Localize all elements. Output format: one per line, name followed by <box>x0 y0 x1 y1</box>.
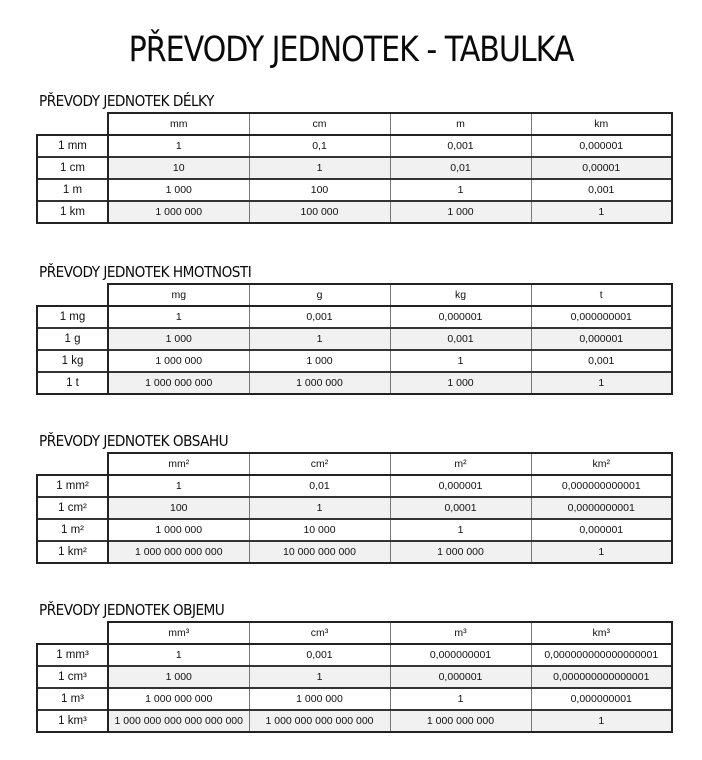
corner-cell <box>37 284 108 306</box>
section-title: PŘEVODY JEDNOTEK DÉLKY <box>39 92 214 110</box>
table-cell: 0,000001 <box>531 135 672 157</box>
row-label: 1 m² <box>37 519 108 541</box>
table-cell: 1 <box>390 179 531 201</box>
table-row <box>37 135 672 157</box>
section-title: PŘEVODY JEDNOTEK OBJEMU <box>39 601 225 619</box>
row-label: 1 mm² <box>37 475 108 497</box>
table-cell: 1 <box>108 644 249 666</box>
table-cell: 1 <box>249 157 390 179</box>
table-cell: 1 <box>531 372 672 394</box>
table-cell: 0,1 <box>249 135 390 157</box>
table-cell: 0,001 <box>249 644 390 666</box>
table-cell: 1 <box>108 306 249 328</box>
table-row <box>37 519 672 541</box>
table-cell: 1 000 000 <box>249 372 390 394</box>
table-cell: 0,001 <box>390 135 531 157</box>
row-label: 1 cm <box>37 157 108 179</box>
column-header: g <box>249 284 390 306</box>
table-row <box>37 541 672 563</box>
conversion-table-area <box>36 452 673 564</box>
table-cell: 0,001 <box>249 306 390 328</box>
table-cell: 0,000001 <box>531 519 672 541</box>
table-cell: 1 000 <box>390 372 531 394</box>
header-row <box>37 622 672 644</box>
table-cell: 1 000 000 <box>108 201 249 223</box>
table-row <box>37 201 672 223</box>
table-cell: 1 000 000 000 000 000 000 <box>108 710 249 732</box>
column-header: mm³ <box>108 622 249 644</box>
table-cell: 1 000 000 000 000 000 <box>249 710 390 732</box>
table-row <box>37 350 672 372</box>
table-cell: 1 <box>531 710 672 732</box>
row-label: 1 cm³ <box>37 666 108 688</box>
table-cell: 0,00001 <box>531 157 672 179</box>
table-cell: 0,000001 <box>390 666 531 688</box>
table-cell: 1 000 <box>108 179 249 201</box>
column-header: m² <box>390 453 531 475</box>
table-cell: 0,001 <box>390 328 531 350</box>
table-cell: 1 000 <box>108 666 249 688</box>
table-cell: 0,000000000001 <box>531 475 672 497</box>
table-cell: 1 000 <box>108 328 249 350</box>
table-cell: 100 <box>249 179 390 201</box>
column-header: m³ <box>390 622 531 644</box>
table-cell: 1 <box>390 688 531 710</box>
column-header: m <box>390 113 531 135</box>
table-row <box>37 497 672 519</box>
table-cell: 0,01 <box>390 157 531 179</box>
row-label: 1 mm <box>37 135 108 157</box>
row-label: 1 kg <box>37 350 108 372</box>
row-label: 1 m <box>37 179 108 201</box>
table-cell: 10 <box>108 157 249 179</box>
corner-cell <box>37 453 108 475</box>
table-row <box>37 157 672 179</box>
row-label: 1 m³ <box>37 688 108 710</box>
table-cell: 0,001 <box>531 350 672 372</box>
column-header: kg <box>390 284 531 306</box>
table-row <box>37 475 672 497</box>
table-cell: 0,000000000000001 <box>531 666 672 688</box>
table-cell: 0,000001 <box>531 328 672 350</box>
table-cell: 0,000000001 <box>531 306 672 328</box>
row-label: 1 g <box>37 328 108 350</box>
table-cell: 0,000001 <box>390 306 531 328</box>
table-cell: 0,000000000000000001 <box>531 644 672 666</box>
section-title: PŘEVODY JEDNOTEK HMOTNOSTI <box>39 263 252 281</box>
row-label: 1 mg <box>37 306 108 328</box>
table-cell: 1 <box>249 497 390 519</box>
conversion-table-mass <box>36 283 673 395</box>
row-label: 1 cm² <box>37 497 108 519</box>
table-cell: 1 000 000 <box>390 541 531 563</box>
table-cell: 1 000 000 <box>108 519 249 541</box>
table-cell: 1 <box>390 350 531 372</box>
table-cell: 1 <box>249 666 390 688</box>
header-row <box>37 113 672 135</box>
table-cell: 0,000000001 <box>531 688 672 710</box>
conversion-table-volume <box>36 621 673 733</box>
table-row <box>37 710 672 732</box>
table-cell: 100 <box>108 497 249 519</box>
table-cell: 1 <box>531 541 672 563</box>
table-cell: 1 000 <box>390 201 531 223</box>
row-label: 1 km² <box>37 541 108 563</box>
table-cell: 0,0001 <box>390 497 531 519</box>
column-header: km³ <box>531 622 672 644</box>
table-row <box>37 666 672 688</box>
table-cell: 0,01 <box>249 475 390 497</box>
column-header: cm <box>249 113 390 135</box>
table-cell: 1 000 000 <box>108 350 249 372</box>
column-header: mg <box>108 284 249 306</box>
table-row <box>37 688 672 710</box>
column-header: km² <box>531 453 672 475</box>
table-cell: 1 000 000 000 000 <box>108 541 249 563</box>
column-header: mm² <box>108 453 249 475</box>
table-cell: 1 000 000 <box>249 688 390 710</box>
row-label: 1 t <box>37 372 108 394</box>
table-cell: 10 000 000 000 <box>249 541 390 563</box>
table-row <box>37 328 672 350</box>
header-row <box>37 453 672 475</box>
table-cell: 1 <box>249 328 390 350</box>
column-header: t <box>531 284 672 306</box>
column-header: cm³ <box>249 622 390 644</box>
table-cell: 0,001 <box>531 179 672 201</box>
column-header: km <box>531 113 672 135</box>
header-row <box>37 284 672 306</box>
column-header: cm² <box>249 453 390 475</box>
table-row <box>37 372 672 394</box>
table-cell: 100 000 <box>249 201 390 223</box>
table-cell: 1 <box>531 201 672 223</box>
table-cell: 1 <box>108 475 249 497</box>
table-cell: 1 000 000 000 <box>108 688 249 710</box>
table-cell: 0,0000000001 <box>531 497 672 519</box>
table-cell: 10 000 <box>249 519 390 541</box>
conversion-table-length <box>36 112 673 224</box>
table-cell: 1 000 000 000 <box>390 710 531 732</box>
table-cell: 0,000001 <box>390 475 531 497</box>
table-cell: 1 <box>390 519 531 541</box>
table-cell: 1 000 000 000 <box>108 372 249 394</box>
table-cell: 1 <box>108 135 249 157</box>
corner-cell <box>37 622 108 644</box>
row-label: 1 km <box>37 201 108 223</box>
column-header: mm <box>108 113 249 135</box>
section-title: PŘEVODY JEDNOTEK OBSAHU <box>39 432 229 450</box>
table-cell: 1 000 <box>249 350 390 372</box>
corner-cell <box>37 113 108 135</box>
table-row <box>37 644 672 666</box>
table-row <box>37 179 672 201</box>
row-label: 1 km³ <box>37 710 108 732</box>
page-title: PŘEVODY JEDNOTEK - TABULKA <box>128 30 574 70</box>
table-row <box>37 306 672 328</box>
table-cell: 0,000000001 <box>390 644 531 666</box>
row-label: 1 mm³ <box>37 644 108 666</box>
